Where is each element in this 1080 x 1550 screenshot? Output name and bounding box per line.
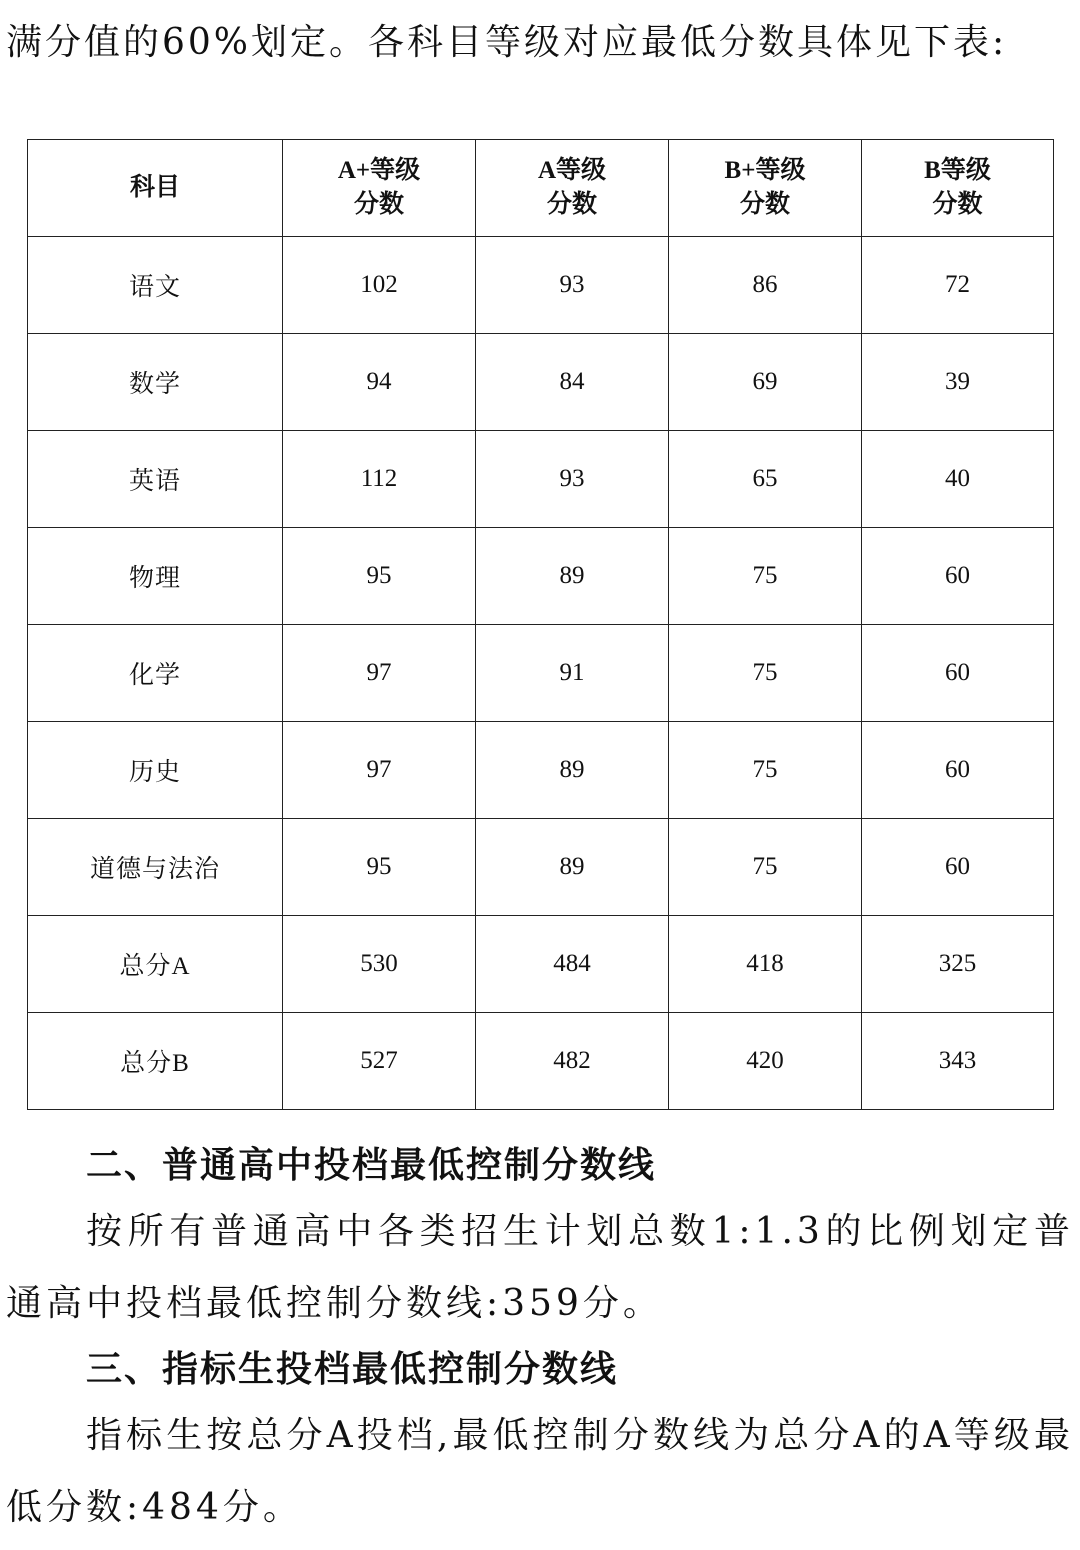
column-header-line: B等级	[924, 157, 991, 184]
score-cell: 527	[283, 1013, 476, 1110]
table-row	[28, 819, 1054, 916]
score-cell: 75	[669, 625, 862, 722]
subject-cell: 道德与法治	[28, 819, 283, 916]
section-2-paragraph: 按所有普通高中各类招生计划总数1:1.3的比例划定普通高中投档最低控制分数线:359分。	[6, 1211, 1074, 1324]
score-cell: 418	[669, 916, 862, 1013]
score-cell: 89	[476, 819, 669, 916]
table-row	[28, 1013, 1054, 1110]
score-cell: 84	[476, 334, 669, 431]
subject-cell: 英语	[28, 431, 283, 528]
column-header	[669, 140, 862, 237]
column-header-line: B+等级	[724, 157, 806, 184]
table-header-row	[28, 140, 1054, 237]
column-header-line: 分数	[353, 191, 404, 218]
subject-cell: 数学	[28, 334, 283, 431]
column-header	[283, 140, 476, 237]
table-header	[28, 140, 1054, 237]
score-cell: 343	[862, 1013, 1054, 1110]
subject-cell: 物理	[28, 528, 283, 625]
column-header-line: 分数	[546, 191, 597, 218]
subject-cell: 总分A	[28, 916, 283, 1013]
score-cell: 530	[283, 916, 476, 1013]
score-cell: 97	[283, 722, 476, 819]
table-body	[28, 237, 1054, 1110]
score-cell: 75	[669, 819, 862, 916]
table-row	[28, 916, 1054, 1013]
subject-cell: 化学	[28, 625, 283, 722]
score-cell: 482	[476, 1013, 669, 1110]
score-cell: 86	[669, 237, 862, 334]
section-3-paragraph: 指标生按总分A投档,最低控制分数线为总分A的A等级最低分数:484分。	[6, 1415, 1074, 1528]
score-cell: 65	[669, 431, 862, 528]
subject-cell: 历史	[28, 722, 283, 819]
section-2-heading: 二、普通高中投档最低控制分数线	[86, 1144, 657, 1186]
table-row	[28, 528, 1054, 625]
score-cell: 60	[862, 625, 1054, 722]
score-cell: 484	[476, 916, 669, 1013]
score-cell: 91	[476, 625, 669, 722]
column-header-line: 分数	[739, 191, 790, 218]
column-header-line: 科目	[129, 174, 180, 201]
score-cell: 60	[862, 722, 1054, 819]
score-cell: 95	[283, 819, 476, 916]
intro-text: 满分值的60%划定。各科目等级对应最低分数具体见下表:	[6, 22, 1008, 63]
score-cell: 94	[283, 334, 476, 431]
score-cell: 75	[669, 722, 862, 819]
score-cell: 325	[862, 916, 1054, 1013]
column-header-line: A等级	[537, 157, 607, 184]
subject-cell: 语文	[28, 237, 283, 334]
score-cell: 60	[862, 819, 1054, 916]
score-cell: 75	[669, 528, 862, 625]
table-row	[28, 334, 1054, 431]
column-header	[862, 140, 1054, 237]
score-cell: 39	[862, 334, 1054, 431]
table-row	[28, 431, 1054, 528]
score-cell: 95	[283, 528, 476, 625]
score-cell: 97	[283, 625, 476, 722]
table-row	[28, 722, 1054, 819]
table-row	[28, 237, 1054, 334]
score-cell: 60	[862, 528, 1054, 625]
grade-score-table	[27, 139, 1054, 1110]
score-cell: 102	[283, 237, 476, 334]
score-cell: 112	[283, 431, 476, 528]
score-cell: 93	[476, 237, 669, 334]
score-cell: 40	[862, 431, 1054, 528]
score-cell: 420	[669, 1013, 862, 1110]
column-header	[28, 140, 283, 237]
score-cell: 93	[476, 431, 669, 528]
score-cell: 72	[862, 237, 1054, 334]
column-header-line: 分数	[932, 191, 983, 218]
score-cell: 89	[476, 722, 669, 819]
score-cell: 89	[476, 528, 669, 625]
column-header	[476, 140, 669, 237]
column-header-line: A+等级	[337, 157, 421, 184]
score-cell: 69	[669, 334, 862, 431]
subject-cell: 总分B	[28, 1013, 283, 1110]
section-3-heading: 三、指标生投档最低控制分数线	[86, 1348, 619, 1390]
table-row	[28, 625, 1054, 722]
